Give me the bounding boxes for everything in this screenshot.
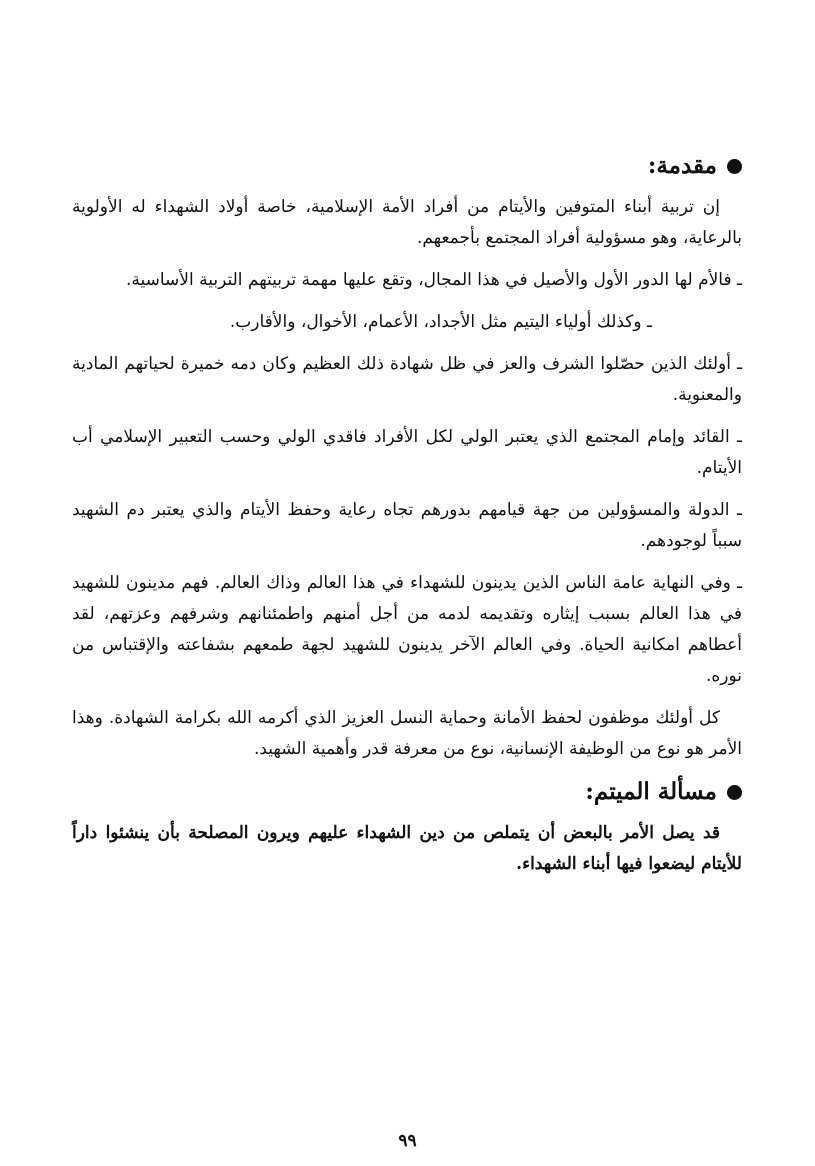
section-heading-text: مقدمة: bbox=[647, 152, 717, 179]
paragraph: ـ القائد وإمام المجتمع الذي يعتبر الولي لكل الأفراد فاقدي الولي وحسب التعبير الإسلامي أب الأيتام. bbox=[72, 427, 742, 478]
paragraph: كل أولئك موظفون لحفظ الأمانة وحماية النسل العزيز الذي أكرمه الله بكرامة الشهادة. وهذا الأمر هو نوع من الوظيفة الإنسانية، نوع من معرفة قدر وأهمية الشهيد. bbox=[72, 708, 742, 759]
bullet-icon bbox=[727, 159, 742, 174]
section-heading-orphanage bbox=[72, 776, 742, 808]
paragraph: ـ أولئك الذين حصّلوا الشرف والعز في ظل شهادة ذلك العظيم وكان دمه خميرة لحياتهم المادية والمعنوية. bbox=[72, 354, 742, 405]
paragraph: ـ فالأم لها الدور الأول والأصيل في هذا المجال، وتقع عليها مهمة تربيتهم التربية الأساسية. bbox=[125, 270, 742, 290]
section-heading-introduction bbox=[72, 150, 742, 182]
document-page bbox=[72, 150, 742, 891]
paragraph: قد يصل الأمر بالبعض أن يتملص من دين الشهداء عليهم ويرون المصلحة بأن ينشئوا داراً للأيتام ليضعوا فيها أبناء الشهداء. bbox=[72, 823, 742, 874]
paragraph: ـ الدولة والمسؤولين من جهة قيامهم بدورهم تجاه رعاية وحفظ الأيتام والذي يعتبر دم الشهيد سبباً لوجودهم. bbox=[72, 500, 742, 551]
bullet-icon bbox=[727, 785, 742, 800]
page-number: ٩٩ bbox=[398, 1131, 417, 1151]
paragraph: ـ وكذلك أولياء اليتيم مثل الأجداد، الأعمام، الأخوال، والأقارب. bbox=[229, 312, 652, 332]
section-heading-text: مسألة الميتم: bbox=[585, 778, 717, 805]
paragraph: إن تربية أبناء المتوفين والأيتام من أفراد الأمة الإسلامية، خاصة أولاد الشهداء له الأولوية بالرعاية، وهو مسؤولية أفراد المجتمع بأجمعهم. bbox=[72, 197, 742, 248]
paragraph: ـ وفي النهاية عامة الناس الذين يدينون للشهداء في هذا العالم وذاك العالم. فهم مدينون للشهيد في هذا العالم بسبب إيثاره وتقديمه لدمه من أجل أمنهم واطمئنانهم وشرفهم وعزتهم، لقد أعطاهم امكانية الحياة. وفي العالم الآخر يدينون للشهيد لجهة طمعهم بشفاعته والإقتباس من نوره. bbox=[72, 573, 742, 686]
